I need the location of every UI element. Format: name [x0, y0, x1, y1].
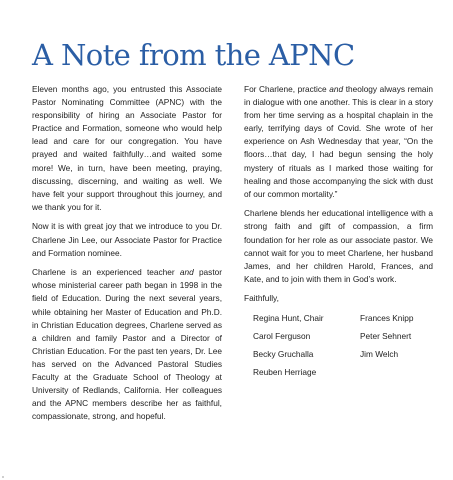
practice-paragraph — [244, 83, 433, 201]
intro-paragraph: Eleven months ago, you entrusted this Associate Pastor Nominating Committee (APNC) with the responsibility of hiring an Associate Pastor for Practice and Formation, someone who would help lead and care for our congregation. You have prayed and waited faithfully…and waited some more! We, in turn, have been meeting, praying, discussing, discerning, and waiting as well. We have felt your support throughout this journey, and we thank you for it. — [32, 84, 222, 212]
page-corner-mark — [2, 476, 4, 478]
signature-name: Jim Welch — [360, 349, 399, 360]
practice-text-start: For Charlene, practice — [244, 84, 330, 94]
signature-name: Peter Sehnert — [360, 331, 412, 342]
page-title: A Note from the APNC — [32, 38, 355, 72]
emphasis-and: and — [179, 267, 194, 278]
background-text-start: Charlene is an experienced teacher — [32, 267, 180, 278]
background-text-rest: pastor whose ministerial career path began in 1998 in the field of Education. During the next several years, while obtaining her Master of Education and Ph.D. in Christian Education degrees, Charlene served as a children and family Pastor and a Director of Christian Education. For the past ten years, Dr. Lee has served on the Advanced Pastoral Studies Faculty at the Graduate School of Theology at University of Redlands, California. Her colleagues and the APNC members describe her as faithful, compassionate, strong, and hopeful. — [32, 267, 222, 422]
practice-text-rest: theology always remain in dialogue with one another. This is clear in a story from her time serving as a hospital chaplain in the early, terrifying days of Covid. She wrote of her experience on Ash Wednesday that year, “On the floors…that day, I had begun sensing the holy mystery of rituals as I marked those waiting for healing and those accompanying the sick with dust of our common mortality.” — [244, 84, 433, 199]
signature-name: Regina Hunt, Chair — [253, 313, 324, 323]
background-paragraph — [32, 266, 222, 423]
signature-list-1 — [253, 312, 360, 384]
signature-block — [244, 312, 433, 384]
emphasis-and: and — [329, 84, 344, 94]
signature-name: Becky Gruchalla — [253, 349, 314, 360]
signature-name: Carol Ferguson — [253, 331, 311, 342]
faithfully-closing: Faithfully, — [244, 293, 279, 304]
closing-paragraph: Charlene blends her educational intelligence with a strong faith and gift of compassion, a firm foundation for her role as our associate pastor. We cannot wait for you to meet Charlene, her husband James, and her children Harold, Frances, and Kate, and to join with them in God’s work. — [244, 208, 433, 284]
right-column — [244, 83, 433, 384]
left-column — [32, 83, 222, 430]
signature-name: Reuben Herriage — [253, 367, 317, 378]
nominee-paragraph: Now it is with great joy that we introduce to you Dr. Charlene Jin Lee, our Associate Pastor for Practice and Formation nominee. — [32, 221, 222, 258]
signature-list-2 — [360, 312, 414, 384]
signature-name: Frances Knipp — [360, 313, 414, 323]
